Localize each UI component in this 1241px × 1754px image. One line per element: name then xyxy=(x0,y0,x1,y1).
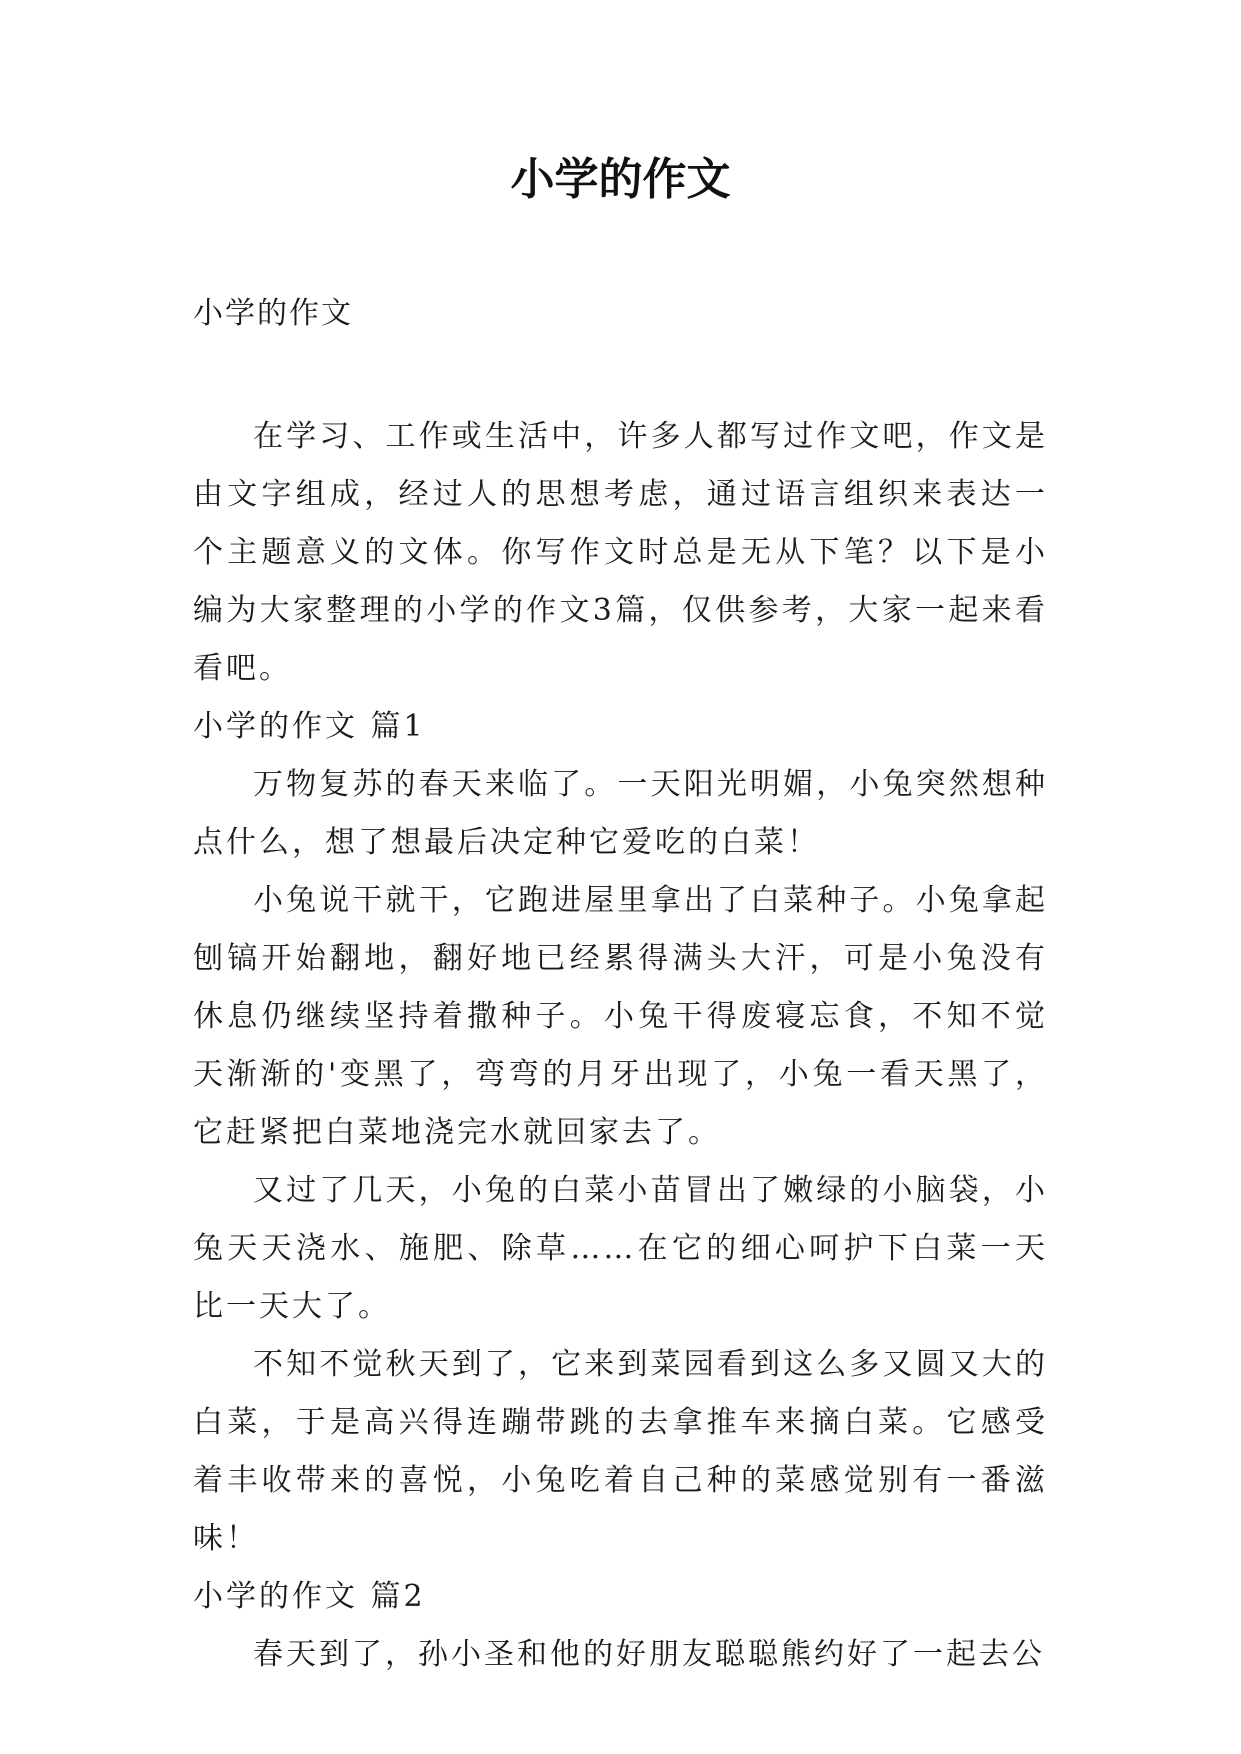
section-heading-2: 小学的作文 篇2 xyxy=(193,1579,426,1614)
paragraph: 春天到了，孙小圣和他的好朋友聪聪熊约好了一起去公 xyxy=(253,1637,1045,1672)
paragraph: 小兔说干就干，它跑进屋里拿出了白菜种子。小兔拿起刨镐开始翻地，翻好地已经累得满头大汗，可是小兔没有休息仍继续坚持着撒种子。小兔干得废寝忘食，不知不觉天渐渐的'变黑了，弯弯的月牙出现了，小兔一看天黑了，它赶紧把白菜地浇完水就回家去了。 xyxy=(193,883,1048,1150)
intro-paragraph: 在学习、工作或生活中，许多人都写过作文吧，作文是由文字组成，经过人的思想考虑，通过语言组织来表达一个主题意义的文体。你写作文时总是无从下笔？以下是小编为大家整理的小学的作文3篇，仅供参考，大家一起来看看吧。 xyxy=(193,419,1048,686)
paragraph: 又过了几天，小兔的白菜小苗冒出了嫩绿的小脑袋，小兔天天浇水、施肥、除草……在它的细心呵护下白菜一天比一天大了。 xyxy=(193,1173,1048,1324)
section-heading-1: 小学的作文 篇1 xyxy=(193,709,426,744)
document-title: 小学的作文 xyxy=(510,154,731,205)
document-subtitle: 小学的作文 xyxy=(193,296,353,331)
paragraph: 不知不觉秋天到了，它来到菜园看到这么多又圆又大的白菜，于是高兴得连蹦带跳的去拿推车来摘白菜。它感受着丰收带来的喜悦，小兔吃着自己种的菜感觉别有一番滋味！ xyxy=(193,1347,1048,1556)
paragraph: 万物复苏的春天来临了。一天阳光明媚，小兔突然想种点什么，想了想最后决定种它爱吃的白菜！ xyxy=(193,767,1048,860)
document-body xyxy=(193,408,1048,1684)
